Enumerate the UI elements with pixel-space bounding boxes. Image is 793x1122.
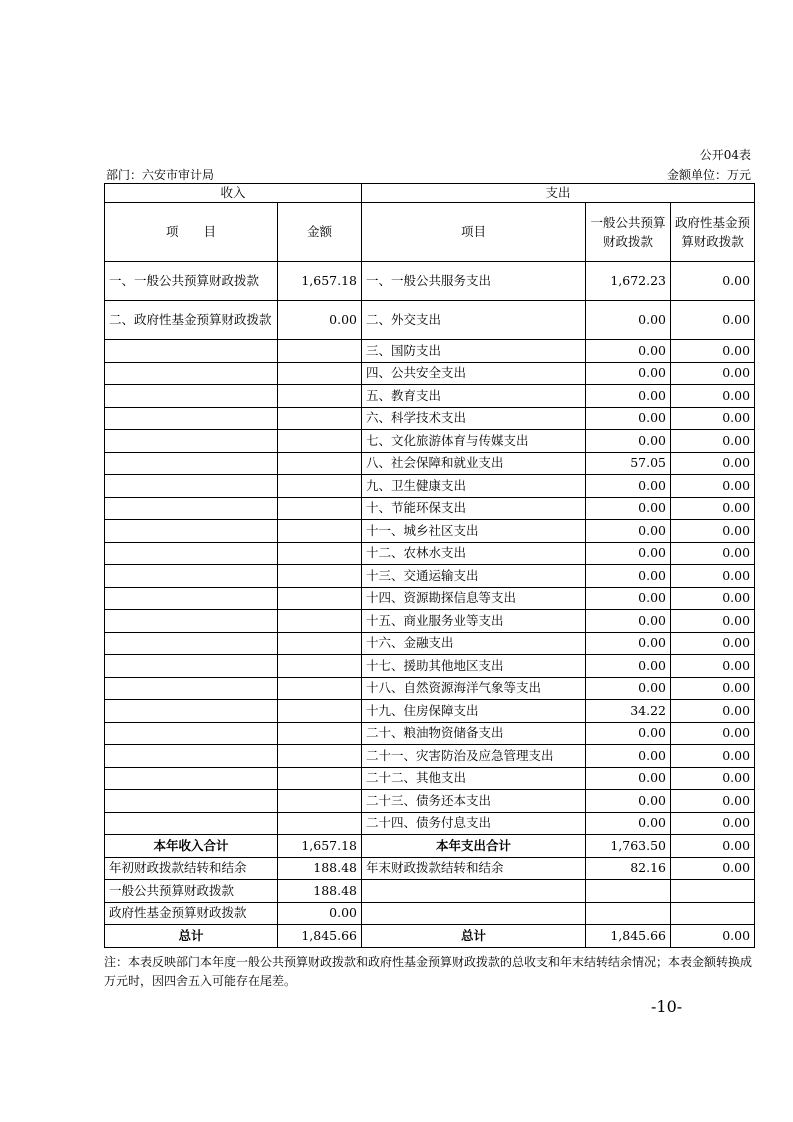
income-item — [105, 542, 278, 565]
income-item — [105, 520, 278, 543]
income-amount: 1,657.18 — [278, 262, 362, 301]
expense-item: 十四、资源勘探信息等支出 — [362, 587, 586, 610]
grand-total-expense-fund: 0.00 — [671, 925, 755, 948]
table-row — [105, 385, 755, 408]
income-amount — [278, 587, 362, 610]
footnote: 注：本表反映部门本年度一般公共预算财政拨款和政府性基金预算财政拨款的总收支和年末结转结余情况；本表金额转换成万元时，因四舍五入可能存在尾差。 — [104, 955, 753, 988]
expense-fund-amount: 0.00 — [671, 475, 755, 498]
expense-fund-amount: 0.00 — [671, 655, 755, 678]
income-amount — [278, 655, 362, 678]
grand-total-expense-label: 总计 — [362, 925, 586, 948]
income-item — [105, 565, 278, 588]
table-row — [105, 301, 755, 340]
income-amount — [278, 700, 362, 723]
end-balance-fund: 0.00 — [671, 857, 755, 880]
income-amount — [278, 542, 362, 565]
expense-item: 六、科学技术支出 — [362, 407, 586, 430]
table-row — [105, 362, 755, 385]
expense-item: 二、外交支出 — [362, 301, 586, 340]
table-row — [105, 610, 755, 633]
income-item — [105, 655, 278, 678]
expense-item: 一、一般公共服务支出 — [362, 262, 586, 301]
expense-general-amount: 0.00 — [586, 475, 671, 498]
expense-general-amount: 0.00 — [586, 745, 671, 768]
table-row — [105, 262, 755, 301]
expense-general-amount: 0.00 — [586, 520, 671, 543]
expense-general-amount: 0.00 — [586, 362, 671, 385]
expense-item: 四、公共安全支出 — [362, 362, 586, 385]
table-row — [105, 407, 755, 430]
expense-header: 支出 — [362, 184, 755, 203]
expense-general-amount: 0.00 — [586, 542, 671, 565]
expense-general-amount: 0.00 — [586, 301, 671, 340]
expense-fund-amount: 0.00 — [671, 587, 755, 610]
table-row — [105, 497, 755, 520]
expense-general-amount: 0.00 — [586, 407, 671, 430]
expense-general-amount: 0.00 — [586, 767, 671, 790]
income-item — [105, 610, 278, 633]
income-item — [105, 497, 278, 520]
table-row — [105, 745, 755, 768]
begin-balance-label: 年初财政拨款结转和结余 — [105, 857, 278, 880]
income-item — [105, 362, 278, 385]
table-row — [105, 767, 755, 790]
expense-fund-amount: 0.00 — [671, 722, 755, 745]
grand-total-expense-general: 1,845.66 — [586, 925, 671, 948]
expense-item: 二十一、灾害防治及应急管理支出 — [362, 745, 586, 768]
expense-general-amount: 0.00 — [586, 722, 671, 745]
income-amount — [278, 790, 362, 813]
income-item — [105, 340, 278, 363]
grand-total-income-label: 总计 — [105, 925, 278, 948]
income-amount — [278, 520, 362, 543]
income-amount — [278, 632, 362, 655]
expense-general-amount: 0.00 — [586, 340, 671, 363]
table-row — [105, 722, 755, 745]
table-row — [105, 632, 755, 655]
begin-fund-amount: 0.00 — [278, 902, 362, 925]
income-item-header: 项 目 — [105, 203, 278, 262]
table-row — [105, 790, 755, 813]
income-total: 1,657.18 — [278, 835, 362, 858]
income-item — [105, 385, 278, 408]
expense-fund-amount: 0.00 — [671, 340, 755, 363]
expense-item: 三、国防支出 — [362, 340, 586, 363]
expense-fund-amount: 0.00 — [671, 497, 755, 520]
table-row — [105, 587, 755, 610]
expense-fund-amount: 0.00 — [671, 700, 755, 723]
income-amount — [278, 610, 362, 633]
income-amount — [278, 430, 362, 453]
expense-item: 十、节能环保支出 — [362, 497, 586, 520]
department-label: 部门：六安市审计局 — [106, 168, 215, 182]
general-budget-header: 一般公共预算财政拨款 — [586, 203, 671, 262]
expense-fund-amount: 0.00 — [671, 262, 755, 301]
table-row — [105, 452, 755, 475]
income-item — [105, 677, 278, 700]
income-item — [105, 700, 278, 723]
begin-general-label: 一般公共预算财政拨款 — [105, 880, 278, 903]
expense-fund-amount: 0.00 — [671, 430, 755, 453]
expense-item: 七、文化旅游体育与传媒支出 — [362, 430, 586, 453]
expense-general-amount: 0.00 — [586, 497, 671, 520]
table-row — [105, 520, 755, 543]
gov-fund-header: 政府性基金预算财政拨款 — [671, 203, 755, 262]
expense-item: 十二、农林水支出 — [362, 542, 586, 565]
income-amount: 0.00 — [278, 301, 362, 340]
expense-general-amount: 0.00 — [586, 812, 671, 835]
expense-general-amount: 0.00 — [586, 790, 671, 813]
income-amount-header: 金额 — [278, 203, 362, 262]
income-item: 一、一般公共预算财政拨款 — [105, 262, 278, 301]
table-row — [105, 430, 755, 453]
income-item — [105, 407, 278, 430]
income-item — [105, 790, 278, 813]
income-amount — [278, 565, 362, 588]
table-row — [105, 812, 755, 835]
income-item — [105, 812, 278, 835]
expense-item: 二十四、债务付息支出 — [362, 812, 586, 835]
income-amount — [278, 812, 362, 835]
expense-fund-amount: 0.00 — [671, 677, 755, 700]
expense-general-amount: 0.00 — [586, 565, 671, 588]
income-item — [105, 475, 278, 498]
table-row — [105, 565, 755, 588]
expense-item: 八、社会保障和就业支出 — [362, 452, 586, 475]
expense-general-amount: 0.00 — [586, 587, 671, 610]
expense-item: 二十、粮油物资储备支出 — [362, 722, 586, 745]
expense-fund-amount: 0.00 — [671, 520, 755, 543]
expense-total-fund: 0.00 — [671, 835, 755, 858]
expense-fund-amount: 0.00 — [671, 542, 755, 565]
income-item — [105, 587, 278, 610]
begin-general-amount: 188.48 — [278, 880, 362, 903]
expense-item: 十五、商业服务业等支出 — [362, 610, 586, 633]
expense-item: 十一、城乡社区支出 — [362, 520, 586, 543]
table-row — [105, 340, 755, 363]
end-balance-label: 年末财政拨款结转和结余 — [362, 857, 586, 880]
expense-item: 十六、金融支出 — [362, 632, 586, 655]
expense-fund-amount: 0.00 — [671, 745, 755, 768]
expense-total-general: 1,763.50 — [586, 835, 671, 858]
expense-general-amount: 0.00 — [586, 632, 671, 655]
expense-fund-amount: 0.00 — [671, 610, 755, 633]
expense-total-label: 本年支出合计 — [362, 835, 586, 858]
expense-fund-amount: 0.00 — [671, 407, 755, 430]
page-number: -10- — [651, 997, 683, 1016]
expense-general-amount: 57.05 — [586, 452, 671, 475]
income-total-label: 本年收入合计 — [105, 835, 278, 858]
grand-total-income: 1,845.66 — [278, 925, 362, 948]
income-amount — [278, 340, 362, 363]
income-item — [105, 722, 278, 745]
income-amount — [278, 745, 362, 768]
income-item — [105, 632, 278, 655]
expense-fund-amount: 0.00 — [671, 385, 755, 408]
income-amount — [278, 722, 362, 745]
income-amount — [278, 362, 362, 385]
income-amount — [278, 767, 362, 790]
table-row — [105, 542, 755, 565]
income-item — [105, 745, 278, 768]
income-amount — [278, 452, 362, 475]
income-item — [105, 452, 278, 475]
table-row — [105, 655, 755, 678]
expense-item: 十八、自然资源海洋气象等支出 — [362, 677, 586, 700]
expense-general-amount: 0.00 — [586, 610, 671, 633]
expense-general-amount: 0.00 — [586, 385, 671, 408]
expense-item: 二十三、债务还本支出 — [362, 790, 586, 813]
unit-label: 金额单位：万元 — [666, 168, 751, 182]
income-amount — [278, 497, 362, 520]
begin-fund-label: 政府性基金预算财政拨款 — [105, 902, 278, 925]
income-item — [105, 767, 278, 790]
table-row — [105, 700, 755, 723]
income-amount — [278, 475, 362, 498]
expense-item: 十七、援助其他地区支出 — [362, 655, 586, 678]
expense-fund-amount: 0.00 — [671, 452, 755, 475]
income-amount — [278, 407, 362, 430]
expense-item: 十三、交通运输支出 — [362, 565, 586, 588]
budget-table — [104, 183, 755, 948]
expense-fund-amount: 0.00 — [671, 767, 755, 790]
income-item — [105, 430, 278, 453]
expense-item: 十九、住房保障支出 — [362, 700, 586, 723]
begin-balance: 188.48 — [278, 857, 362, 880]
income-amount — [278, 385, 362, 408]
expense-fund-amount: 0.00 — [671, 301, 755, 340]
expense-fund-amount: 0.00 — [671, 632, 755, 655]
expense-fund-amount: 0.00 — [671, 790, 755, 813]
income-amount — [278, 677, 362, 700]
end-balance-general: 82.16 — [586, 857, 671, 880]
expense-item: 五、教育支出 — [362, 385, 586, 408]
expense-general-amount: 34.22 — [586, 700, 671, 723]
expense-item-header: 项目 — [362, 203, 586, 262]
expense-item: 九、卫生健康支出 — [362, 475, 586, 498]
table-row — [105, 677, 755, 700]
expense-general-amount: 1,672.23 — [586, 262, 671, 301]
expense-fund-amount: 0.00 — [671, 362, 755, 385]
income-item: 二、政府性基金预算财政拨款 — [105, 301, 278, 340]
expense-fund-amount: 0.00 — [671, 812, 755, 835]
form-code: 公开04表 — [699, 148, 751, 162]
expense-fund-amount: 0.00 — [671, 565, 755, 588]
income-header: 收入 — [105, 184, 362, 203]
expense-general-amount: 0.00 — [586, 677, 671, 700]
expense-general-amount: 0.00 — [586, 430, 671, 453]
table-row — [105, 475, 755, 498]
expense-item: 二十二、其他支出 — [362, 767, 586, 790]
expense-general-amount: 0.00 — [586, 655, 671, 678]
